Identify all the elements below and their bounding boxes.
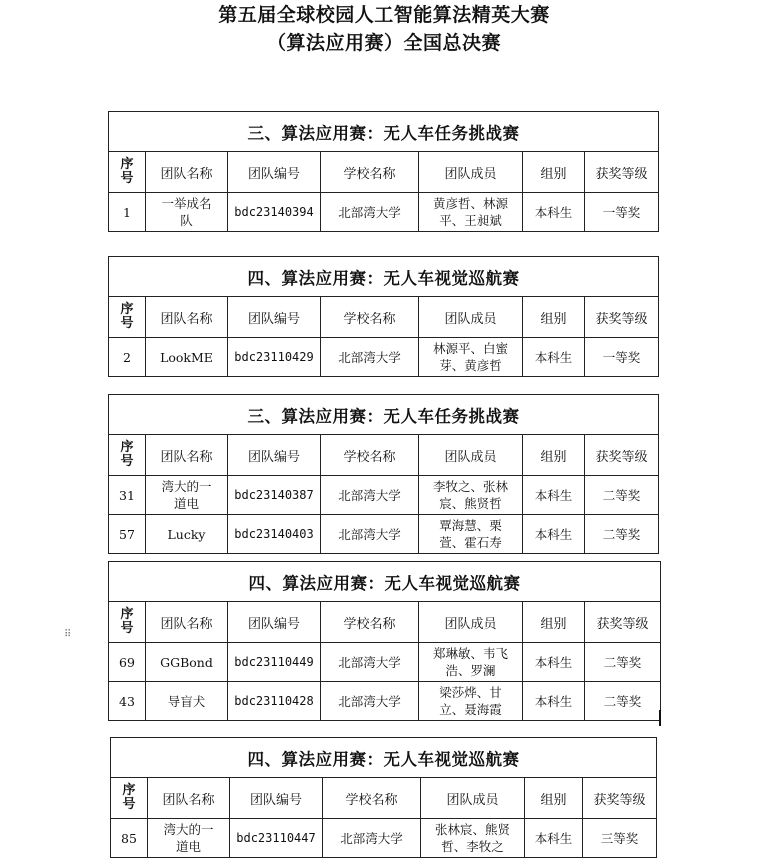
cell-members: 覃海慧、栗萱、霍石寿 [419,515,523,554]
cell-school: 北部湾大学 [321,643,419,682]
header-group: 组别 [525,778,583,819]
award-table-2 [108,256,659,377]
header-award: 获奖等级 [585,602,661,643]
section-title: 四、算法应用赛：无人车视觉巡航赛 [111,738,657,778]
header-team-id: 团队编号 [228,602,321,643]
cell-group: 本科生 [523,476,585,515]
table-row [109,338,659,377]
cell-seq: 2 [109,338,146,377]
cell-members: 梁莎烨、甘立、聂海霞 [419,682,523,721]
cell-seq: 1 [109,193,146,232]
header-school: 学校名称 [321,152,419,193]
header-members: 团队成员 [419,297,523,338]
cell-award: 二等奖 [585,476,659,515]
header-members: 团队成员 [419,152,523,193]
section-title: 四、算法应用赛：无人车视觉巡航赛 [109,257,659,297]
document-subtitle: （算法应用赛）全国总决赛 [266,32,501,54]
header-team-id: 团队编号 [228,435,321,476]
cell-team-name: GGBond [146,643,228,682]
award-table-4 [108,561,661,721]
cell-award: 二等奖 [585,515,659,554]
cell-team-id: bdc23110449 [228,643,321,682]
header-team-id: 团队编号 [228,152,321,193]
text-cursor [659,710,661,726]
header-team-name: 团队名称 [146,435,228,476]
cell-award: 一等奖 [585,193,659,232]
cell-team-name: 湾大的一道电 [146,476,228,515]
header-group: 组别 [523,152,585,193]
cell-team-id: bdc23110447 [230,819,323,858]
header-school: 学校名称 [321,297,419,338]
cell-seq: 85 [111,819,148,858]
header-team-name: 团队名称 [148,778,230,819]
cell-school: 北部湾大学 [323,819,421,858]
cell-seq: 43 [109,682,146,721]
table-row [109,682,661,721]
cell-team-id: bdc23110428 [228,682,321,721]
cell-team-id: bdc23140403 [228,515,321,554]
award-table-5 [110,737,657,858]
cell-award: 一等奖 [585,338,659,377]
header-seq: 序号 [109,297,146,338]
cell-team-name: Lucky [146,515,228,554]
cell-award: 三等奖 [583,819,657,858]
cell-group: 本科生 [525,819,583,858]
document-title: 第五届全球校园人工智能算法精英大赛 [218,4,550,26]
cell-award: 二等奖 [585,643,661,682]
cell-members: 林源平、白蜜芽、黄彦哲 [419,338,523,377]
header-seq: 序号 [111,778,148,819]
cell-seq: 69 [109,643,146,682]
header-school: 学校名称 [321,435,419,476]
header-team-id: 团队编号 [228,297,321,338]
header-award: 获奖等级 [585,297,659,338]
cell-seq: 31 [109,476,146,515]
header-group: 组别 [523,435,585,476]
section-title: 三、算法应用赛：无人车任务挑战赛 [109,112,659,152]
cell-school: 北部湾大学 [321,682,419,721]
cell-members: 张林宸、熊贤哲、李牧之 [421,819,525,858]
award-table-3 [108,394,659,554]
cell-team-name: 导盲犬 [146,682,228,721]
header-seq: 序号 [109,152,146,193]
header-group: 组别 [523,297,585,338]
cell-members: 郑琳敏、韦飞浩、罗澜 [419,643,523,682]
award-table-1 [108,111,659,232]
header-team-name: 团队名称 [146,152,228,193]
cell-group: 本科生 [523,338,585,377]
cell-school: 北部湾大学 [321,193,419,232]
header-award: 获奖等级 [583,778,657,819]
cell-school: 北部湾大学 [321,515,419,554]
table-row [109,515,659,554]
table-row [111,819,657,858]
header-team-name: 团队名称 [146,297,228,338]
cell-team-id: bdc23140394 [228,193,321,232]
header-members: 团队成员 [419,602,523,643]
header-seq: 序号 [109,435,146,476]
cell-group: 本科生 [523,643,585,682]
header-seq: 序号 [109,602,146,643]
cell-team-name: LookME [146,338,228,377]
cell-award: 二等奖 [585,682,661,721]
cell-seq: 57 [109,515,146,554]
cell-team-id: bdc23140387 [228,476,321,515]
cell-team-name: 一举成名队 [146,193,228,232]
header-team-name: 团队名称 [146,602,228,643]
header-school: 学校名称 [321,602,419,643]
header-team-id: 团队编号 [230,778,323,819]
cell-team-name: 湾大的一道电 [148,819,230,858]
header-school: 学校名称 [323,778,421,819]
cell-group: 本科生 [523,193,585,232]
cell-group: 本科生 [523,515,585,554]
header-members: 团队成员 [421,778,525,819]
cell-school: 北部湾大学 [321,476,419,515]
cell-group: 本科生 [523,682,585,721]
section-title: 四、算法应用赛：无人车视觉巡航赛 [109,562,661,602]
drag-handle-icon[interactable]: ⠿ [64,629,73,640]
cell-members: 黄彦哲、林源平、王昶斌 [419,193,523,232]
header-award: 获奖等级 [585,152,659,193]
table-row [109,643,661,682]
table-row [109,193,659,232]
cell-school: 北部湾大学 [321,338,419,377]
header-award: 获奖等级 [585,435,659,476]
cell-team-id: bdc23110429 [228,338,321,377]
section-title: 三、算法应用赛：无人车任务挑战赛 [109,395,659,435]
header-members: 团队成员 [419,435,523,476]
header-group: 组别 [523,602,585,643]
cell-members: 李牧之、张林宸、熊贤哲 [419,476,523,515]
table-row [109,476,659,515]
